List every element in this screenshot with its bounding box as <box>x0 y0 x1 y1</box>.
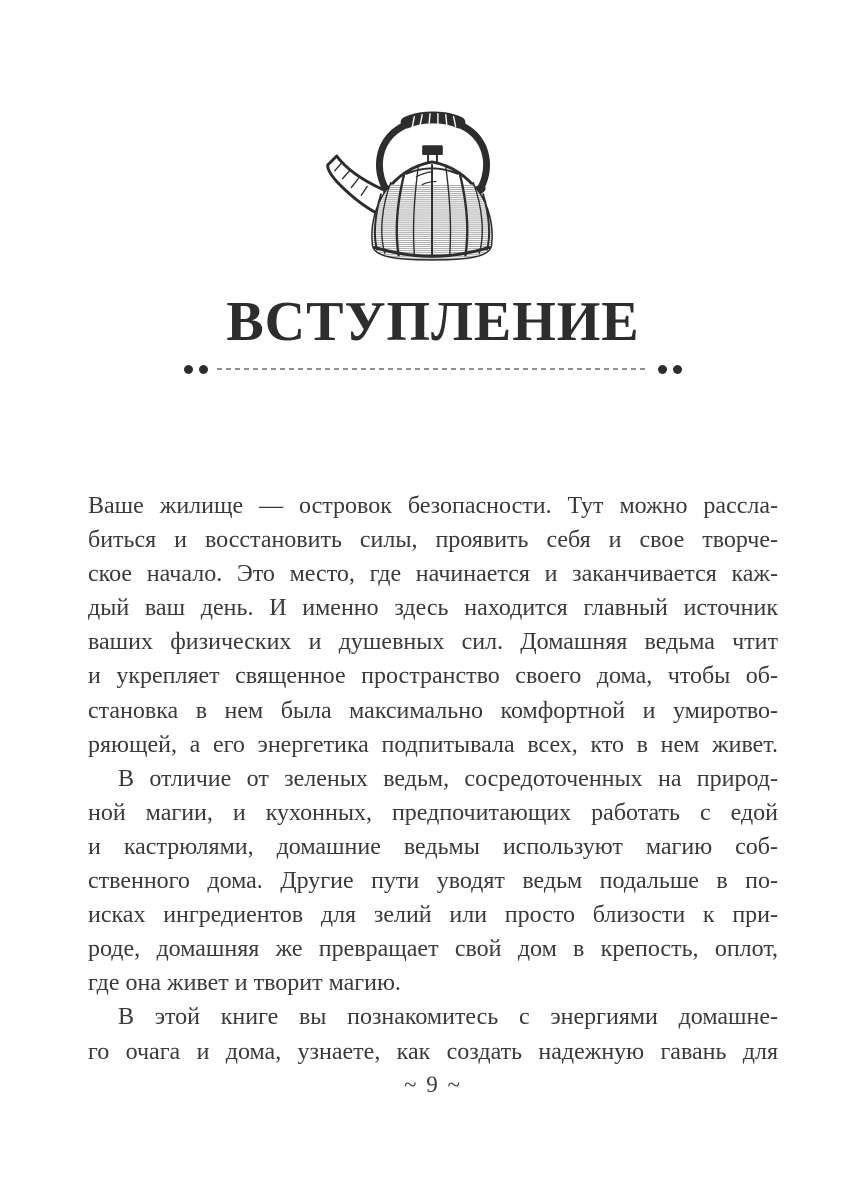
text-line: роде, домашняя же превращает свой дом в крепость, оплот, <box>88 936 778 963</box>
text-line: ваших физических и душевных сил. Домашняя ведьма чтит <box>88 629 778 656</box>
text-line: становка в нем была максимально комфортной и умиротво- <box>88 697 778 724</box>
text-line: дый ваш день. И именно здесь находится главный источник <box>88 595 778 622</box>
paragraph <box>88 1000 778 1068</box>
page-number: ~ 9 ~ <box>404 1072 462 1097</box>
paragraph <box>88 762 778 1001</box>
divider-dot-icon <box>658 365 667 374</box>
text-line: и укрепляет священное пространство своего дома, чтобы об- <box>88 663 778 690</box>
chapter-divider <box>184 364 682 374</box>
paragraph <box>88 489 778 762</box>
text-line: ной магии, и кухонных, предпочитающих работать с едой <box>88 799 778 826</box>
text-line: ряющей, а его энергетика подпитывала всех, кто в нем живет. <box>88 731 778 758</box>
text-line: ственного дома. Другие пути уводят ведьм подальше в по- <box>88 868 778 895</box>
text-line: Ваше жилище — островок безопасности. Тут можно рассла- <box>88 493 778 519</box>
text-line: и кастрюлями, домашние ведьмы используют магию соб- <box>88 833 778 860</box>
chapter-body <box>88 489 778 1069</box>
kettle-icon <box>318 100 548 272</box>
divider-dashed-rule <box>217 368 649 370</box>
chapter-title: ВСТУПЛЕНИЕ <box>226 291 640 353</box>
divider-dot-icon <box>673 365 682 374</box>
text-line: биться и восстановить силы, проявить себя и свое творче- <box>88 527 778 554</box>
divider-dot-icon <box>199 365 208 374</box>
text-line: исках ингредиентов для зелий или просто близости к при- <box>88 902 778 929</box>
text-line: где она живет и творит магию. <box>88 970 401 997</box>
text-line: В отличие от зеленых ведьм, сосредоточенных на природ- <box>118 765 778 792</box>
divider-dot-icon <box>184 365 193 374</box>
kettle-body-icon <box>369 162 497 263</box>
text-line: го очага и дома, узнаете, как создать надежную гавань для <box>88 1038 778 1065</box>
text-line: В этой книге вы познакомитесь с энергиями домашне- <box>118 1004 778 1031</box>
text-line: ское начало. Это место, где начинается и заканчивается каж- <box>88 561 778 588</box>
kettle-illustration <box>318 100 548 272</box>
